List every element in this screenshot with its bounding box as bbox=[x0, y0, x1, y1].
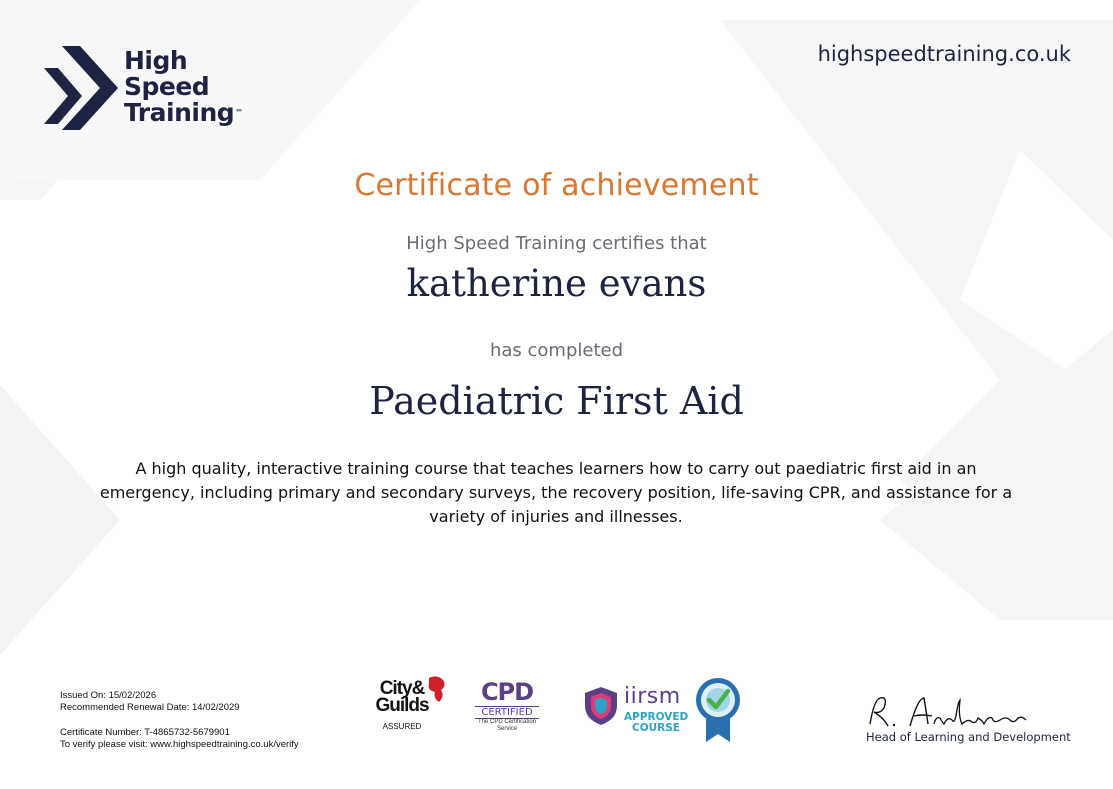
certifies-text: High Speed Training certifies that bbox=[406, 233, 707, 254]
completed-text: has completed bbox=[489, 340, 624, 361]
iirsm-shield-icon bbox=[584, 686, 618, 726]
iirsm-approved-line: APPROVED bbox=[624, 711, 689, 723]
course-description: A high quality, interactive training course that teaches learners how to carry out paediatric first aid in an emergency, including primary and secondary surveys, the recovery position, life-saving CPR, and assistance for a variety of injuries and illnesses. bbox=[99, 459, 1013, 526]
logo-line-high: High bbox=[124, 46, 188, 75]
signature-icon bbox=[864, 690, 1034, 734]
iirsm-course-line: COURSE bbox=[632, 722, 680, 734]
high-speed-training-logo-icon bbox=[40, 44, 120, 138]
iirsm-badge bbox=[584, 676, 744, 744]
course-name: Paediatric First Aid bbox=[369, 379, 744, 423]
city-guilds-line2: Guilds bbox=[375, 695, 429, 716]
signature-block bbox=[862, 690, 1082, 744]
brand-logo bbox=[40, 44, 243, 138]
cpd-service-line1: The CPD Certification bbox=[477, 719, 537, 725]
site-url: highspeedtraining.co.uk bbox=[817, 42, 1071, 66]
city-guilds-line1: City& bbox=[379, 678, 425, 699]
logo-wordmark bbox=[124, 48, 243, 126]
certificate-number: Certificate Number: T-4865732-5679901 bbox=[60, 727, 230, 738]
city-guilds-badge bbox=[366, 680, 438, 731]
city-guilds-assured: ASSURED bbox=[382, 722, 422, 731]
cpd-wordmark: CPD bbox=[480, 678, 534, 706]
iirsm-approved-seal-icon bbox=[694, 676, 742, 742]
iirsm-approved-text bbox=[624, 712, 688, 734]
cpd-service-line2: Service bbox=[496, 726, 517, 732]
city-guilds-wordmark bbox=[375, 680, 428, 714]
iirsm-wordmark: iirsm bbox=[624, 684, 681, 709]
issued-on: Issued On: 15/02/2026 bbox=[60, 690, 157, 701]
renewal-date: Recommended Renewal Date: 14/02/2029 bbox=[60, 702, 240, 713]
trademark-symbol: ™ bbox=[235, 108, 243, 117]
learner-name: katherine evans bbox=[406, 262, 707, 305]
city-guilds-lion-icon bbox=[423, 674, 447, 704]
logo-line-speed: Speed bbox=[124, 72, 210, 101]
certificate-details bbox=[60, 690, 299, 751]
certificate-title: Certificate of achievement bbox=[354, 168, 759, 203]
cpd-certified: CERTIFIED bbox=[475, 706, 539, 719]
verify-text: To verify please visit: www.highspeedtraining.co.uk/verify bbox=[60, 739, 299, 750]
logo-line-training: Training bbox=[124, 98, 235, 127]
signature-role: Head of Learning and Development bbox=[866, 730, 1071, 744]
cpd-badge bbox=[472, 680, 542, 733]
